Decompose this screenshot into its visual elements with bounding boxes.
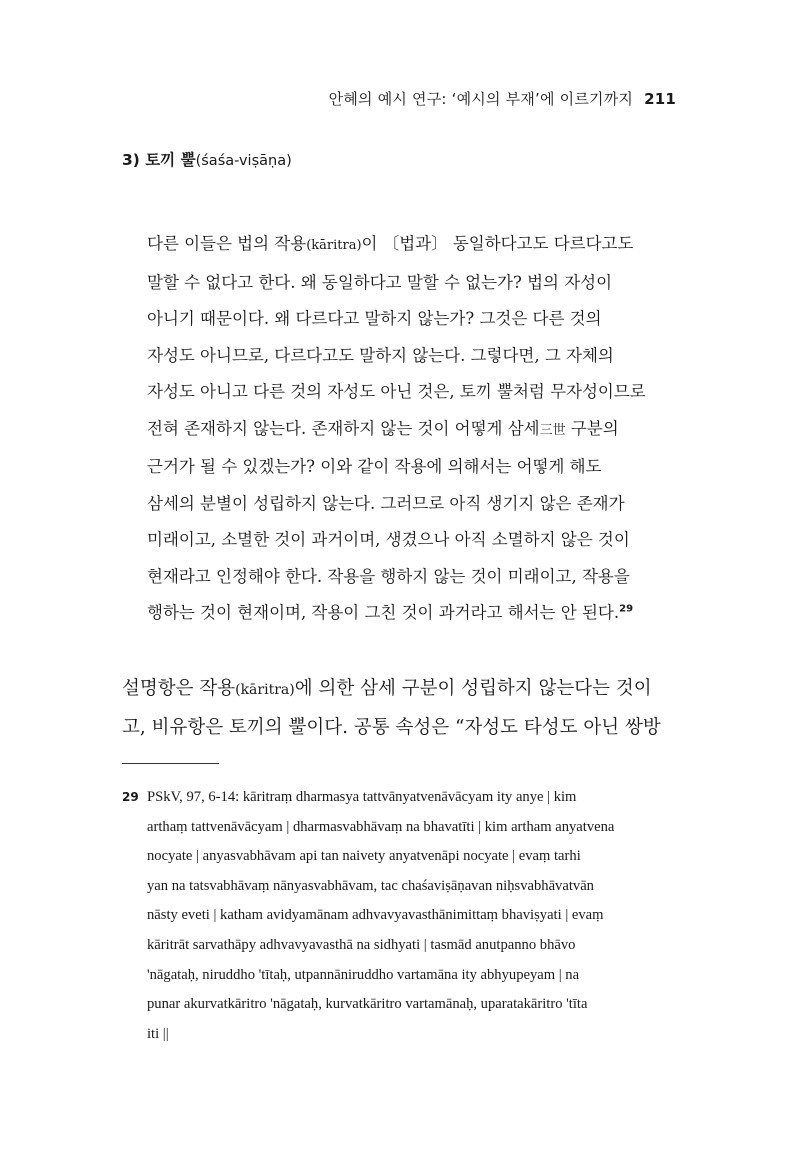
footnote-line: iti ||	[147, 1025, 169, 1042]
footnote-reference[interactable]: 29	[619, 603, 634, 615]
quote-text: 구분의	[565, 418, 619, 438]
quote-text: 이 〔법과〕 동일하다고도 다르다고도	[361, 234, 634, 253]
paragraph-line	[122, 670, 670, 709]
paragraph-line: 고, 비유항은 토끼의 뿔이다. 공통 속성은 “자성도 타성도 아닌 쌍방	[122, 717, 661, 738]
quote-line: 자성도 아니므로, 다르다고도 말하지 않는다. 그렇다면, 그 자체의	[147, 345, 614, 365]
quote-hanja: 三世	[539, 422, 566, 438]
page-number: 211	[644, 90, 676, 108]
quote-line: 근거가 될 수 있겠는가? 이와 같이 작용에 의해서는 어떻게 해도	[147, 457, 602, 476]
quote-line: 삼세의 분별이 성립하지 않는다. 그러므로 아직 생기지 않은 존재가	[147, 493, 625, 513]
footnote-line: nocyate | anyasvabhāvam api tan naivety anyatvenāpi nocyate | evaṃ tarhi	[147, 848, 581, 865]
quote-text: 행하는 것이 현재이며, 작용이 그친 것이 과거라고 해서는 안 된다.	[147, 603, 620, 622]
footnote-line: yan na tatsvabhāvaṃ nānyasvabhāvam, tac chaśaviṣāṇavan niḥsvabhāvatvān	[147, 877, 594, 894]
quote-line: 아니기 때문이다. 왜 다르다고 말하지 않는가? 그것은 다른 것의	[147, 309, 602, 328]
footnote-divider	[122, 763, 219, 764]
body-paragraph	[122, 670, 670, 746]
footnote-line: kāritrāt sarvathāpy adhvavyavasthā na sidhyati | tasmād anutpanno bhāvo	[147, 936, 576, 953]
paragraph-text: 설명항은 작용	[122, 678, 236, 699]
quote-line	[147, 226, 669, 265]
section-title: 3) 토끼 뿔	[122, 151, 196, 169]
running-title: 안혜의 예시 연구: ‘예시의 부재’에 이르기까지	[328, 90, 634, 108]
quote-line: 미래이고, 소멸한 것이 과거이며, 생겼으나 아직 소멸하지 않은 것이	[147, 530, 630, 549]
quote-line: 자성도 아니고 다른 것의 자성도 아닌 것은, 토끼 뿔처럼 무자성이므로	[147, 382, 646, 401]
quote-line: 말할 수 없다고 한다. 왜 동일하다고 말할 수 없는가? 법의 자성이	[147, 272, 613, 292]
footnote-line: punar akurvatkāritro 'nāgataḥ, kurvatkāritro vartamānaḥ, uparatakāritro 'tīta	[147, 996, 588, 1013]
section-sanskrit-term: (śaśa-viṣāṇa)	[195, 153, 292, 169]
footnote-29	[122, 783, 672, 1049]
quote-text: 다른 이들은 법의 작용	[147, 234, 307, 253]
section-heading	[122, 148, 292, 170]
block-quote	[147, 226, 669, 632]
footnote-number: 29	[122, 790, 139, 804]
quote-line	[147, 595, 669, 632]
running-head	[329, 88, 676, 109]
quote-line	[147, 411, 669, 450]
quote-term: (kāritra)	[306, 238, 362, 253]
footnote-line: arthaṃ tattvenāvācyam | dharmasvabhāvaṃ na bhavatīti | kim artham anyatvena	[147, 818, 615, 835]
paragraph-term: (kāritra)	[235, 682, 295, 698]
footnote-line: PSkV, 97, 6-14: kāritraṃ dharmasya tattvānyatvenāvācyam ity anye | kim	[147, 789, 577, 805]
paragraph-text: 에 의한 삼세 구분이 성립하지 않는다는 것이	[294, 678, 652, 699]
footnote-line: nāsty eveti | katham avidyamānam adhvavyavasthānimittaṃ bhaviṣyati | evaṃ	[147, 907, 604, 924]
footnote-line: 'nāgataḥ, niruddho 'tītaḥ, utpannāniruddho vartamāna ity abhyupeyam | na	[147, 966, 580, 983]
quote-text: 전혀 존재하지 않는다. 존재하지 않는 것이 어떻게 삼세	[147, 418, 540, 438]
quote-line: 현재라고 인정해야 한다. 작용을 행하지 않는 것이 미래이고, 작용을	[147, 566, 630, 586]
